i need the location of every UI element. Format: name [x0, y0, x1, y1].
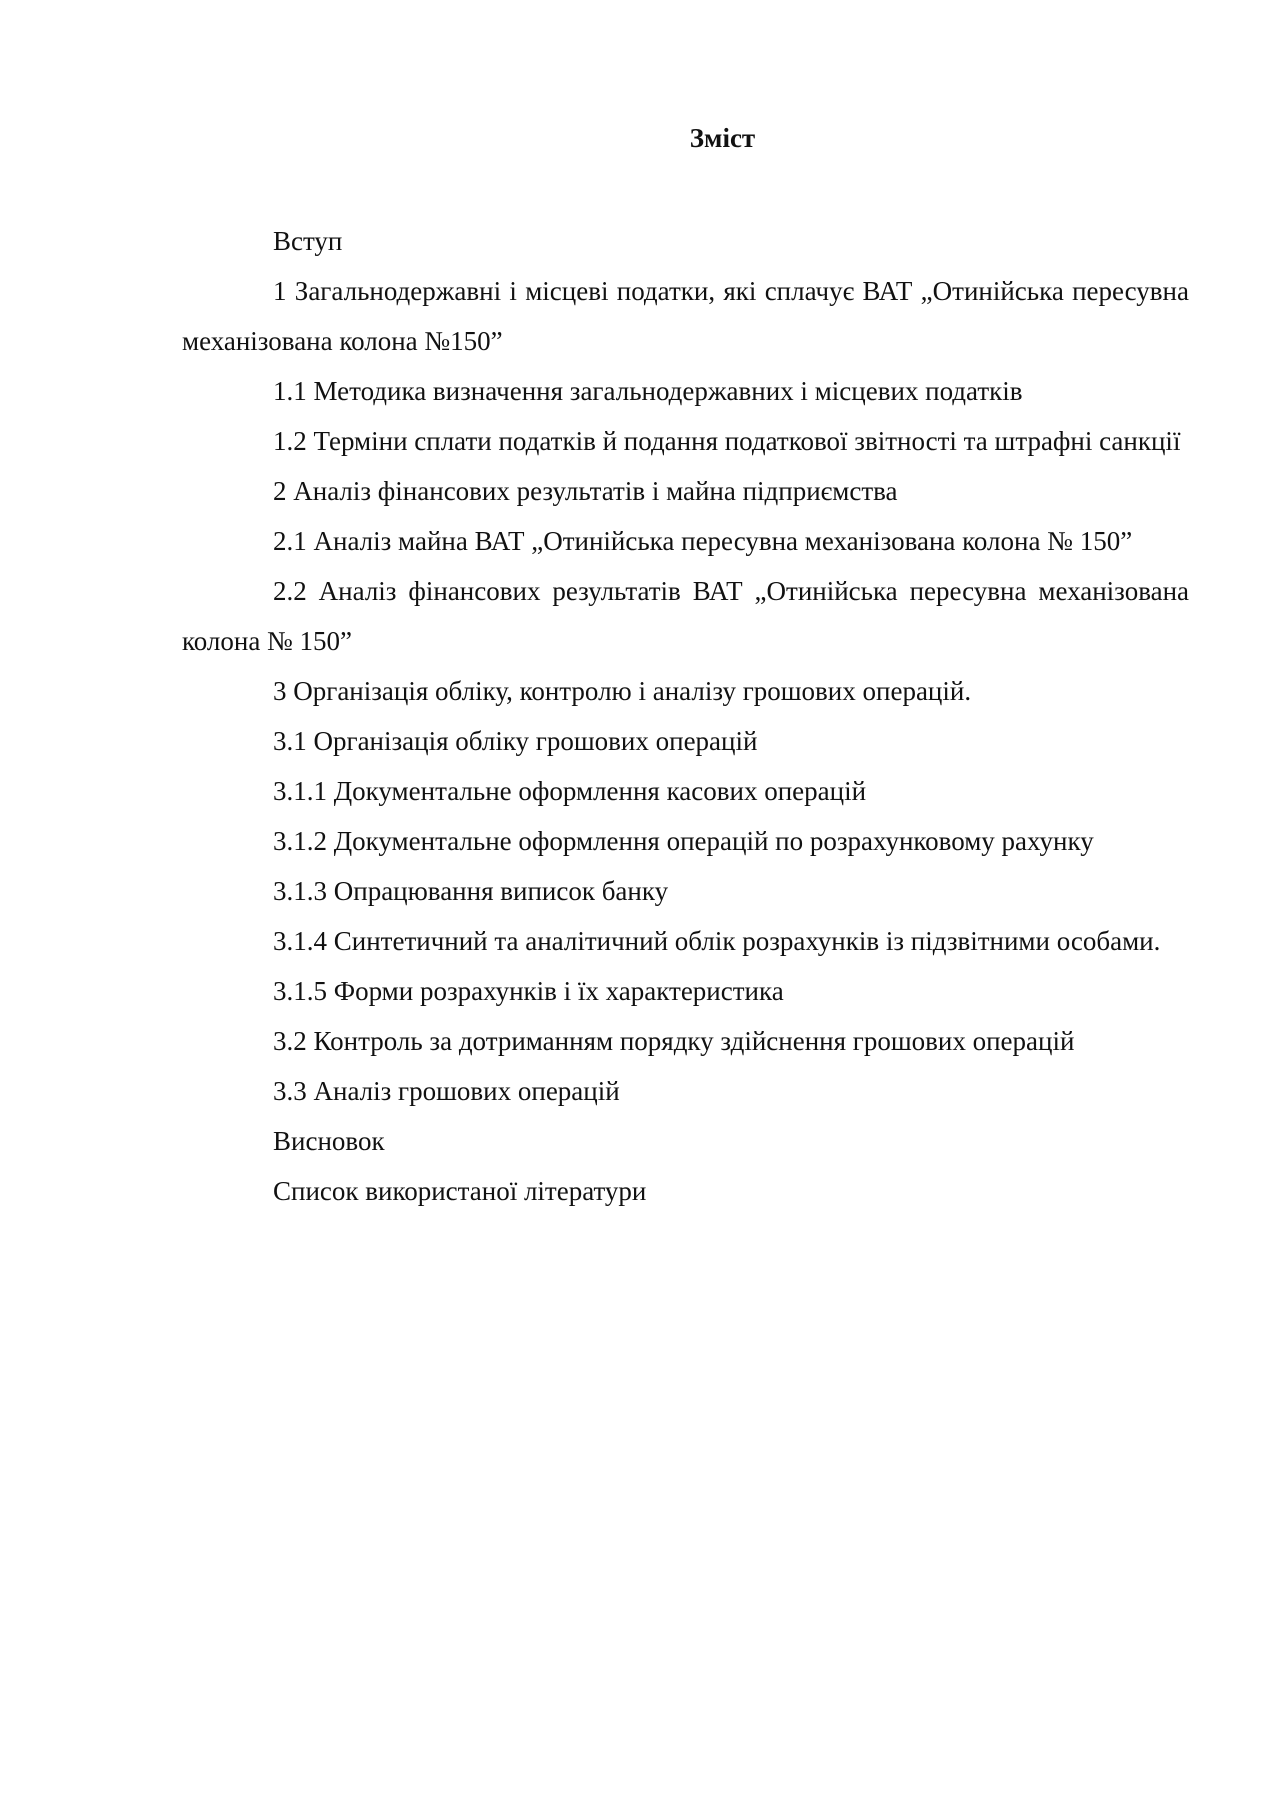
table-of-contents — [182, 216, 1189, 1216]
toc-item-3-1: 3.1 Організація обліку грошових операцій — [273, 726, 758, 756]
toc-item-intro: Вступ — [273, 226, 343, 256]
toc-item-3: 3 Організація обліку, контролю і аналізу грошових операцій. — [273, 676, 972, 706]
toc-item-conclusion: Висновок — [273, 1126, 385, 1156]
toc-item-1-2: 1.2 Терміни сплати податків й подання податкової звітності та штрафні санкції — [273, 426, 1181, 456]
toc-item-3-2: 3.2 Контроль за дотриманням порядку здійснення грошових операцій — [273, 1026, 1075, 1056]
toc-item-2: 2 Аналіз фінансових результатів і майна підприємства — [273, 476, 898, 506]
toc-item-references: Список використаної літератури — [273, 1176, 647, 1206]
toc-item-1: 1 Загальнодержавні і місцеві податки, які сплачує ВАТ „Отинійська пересувна механізована колона №150” — [182, 276, 1189, 356]
toc-item-3-1-2: 3.1.2 Документальне оформлення операцій по розрахунковому рахунку — [273, 826, 1094, 856]
toc-item-1-1: 1.1 Методика визначення загальнодержавних і місцевих податків — [273, 376, 1023, 406]
toc-item-2-2: 2.2 Аналіз фінансових результатів ВАТ „Отинійська пересувна механізована колона № 150” — [182, 576, 1189, 656]
page-title: Зміст — [689, 123, 756, 153]
toc-item-3-1-3: 3.1.3 Опрацювання виписок банку — [273, 876, 669, 906]
toc-item-3-1-4: 3.1.4 Синтетичний та аналітичний облік розрахунків із підзвітними особами. — [273, 926, 1161, 956]
toc-item-3-1-1: 3.1.1 Документальне оформлення касових операцій — [273, 776, 867, 806]
toc-item-2-1: 2.1 Аналіз майна ВАТ „Отинійська пересувна механізована колона № 150” — [273, 526, 1133, 556]
toc-item-3-1-5: 3.1.5 Форми розрахунків і їх характеристика — [273, 976, 784, 1006]
toc-item-3-3: 3.3 Аналіз грошових операцій — [273, 1076, 620, 1106]
